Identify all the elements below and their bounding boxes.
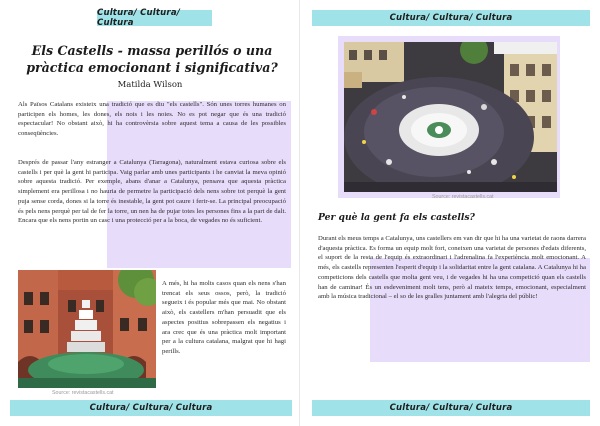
article-title: Els Castells - massa perillós o una pràctica emocionant i significativa?	[26, 43, 278, 75]
right-page	[300, 0, 600, 426]
bottom-banner-left	[10, 400, 292, 416]
banner-label: Cultura/ Cultura/ Cultura	[389, 13, 513, 23]
top-banner-right	[312, 10, 590, 26]
banner-label: Cultura/ Cultura/ Cultura	[97, 8, 181, 28]
closing-paragraph: A més, hi ha molts casos quan els nens s'han trencat els seus ossos, però, la tradició segueix i és popular més que mai. No obstant això, els castellers m'han persuadit que els aspectes positius sobrepassen els negatius i ara crec que és una pràctica molt important per a la cultura catalana, malgrat que hi hagi perills.	[162, 280, 286, 355]
aerial-photo-illustration	[344, 42, 557, 192]
top-banner-left	[97, 10, 212, 26]
article-author: Matilda Wilson	[117, 80, 183, 90]
reasons-paragraph: Durant els meus temps a Catalunya, uns castellers em van dir que hi ha una varietat de raons darrera d'aquesta pràctica. Es forma un equip molt fort, coneixen una varietat de persones d'edats diferents, el suport de la resta de l'equip és extraordinari i l'adrenalina fa l'experiència molt emocionant. A més, els castells representen l'esperit d'equip i la solidaritat entre la gent catalana. A Catalunya hi ha competicions dels castells que molta gent veu, i de vegades hi ha una competició quan els castells han de caminar! És un esdeveniment molt tens, però al mateix temps, emocionant, especialment amb la música tradicional – el so de les gralles juntament amb l'alegria del públic!	[318, 235, 586, 301]
castell-photo-illustration	[18, 270, 156, 388]
castell-photo-aerial	[344, 42, 557, 192]
section-subheading: Per què la gent fa els castells?	[318, 212, 475, 223]
banner-label: Cultura/ Cultura/ Cultura	[89, 403, 213, 413]
banner-label: Cultura/ Cultura/ Cultura	[389, 403, 513, 413]
photo-caption-right: Source: revistacastells.cat	[432, 194, 494, 200]
bottom-banner-right	[312, 400, 590, 416]
body-paragraph: Després de passar l'any estranger a Catalunya (Tarragona), naturalment estava curiosa sobre els castells i per què la gent hi participa. Vaig parlar amb unes participants i he canviat la meva opinió sobre aquesta tradició. Per exemple, abans d'anar a Catalunya, pensava que aquesta pràctica simplement era perillosa i no hauria de permetre la participació dels nens sobre tot perquè la gent puja sense corda, dones si la torre és inestable, la gent pot caure i ferir-se. La principal preocupació és pels nens perquè per tal de fer la torre, un nen ha de pujar totes les persones fins a la part de dalt. Encara que els nens portin un casc i una protecció per a la boca, de vegades no és suficient.	[18, 159, 286, 225]
castell-photo-plaza	[18, 270, 156, 388]
intro-paragraph: Als Països Catalans existeix una tradició que es diu "els castells". Són unes torres humanes on participen els homes, les dones, els nois i les noies. No es pot negar que és una tradició espectacular! No obstant això, hi ha controvèrsia sobre aquest tema a causa de les possibles conseqüències.	[18, 101, 286, 138]
photo-caption-left: Source: revistacastells.cat	[52, 390, 114, 396]
